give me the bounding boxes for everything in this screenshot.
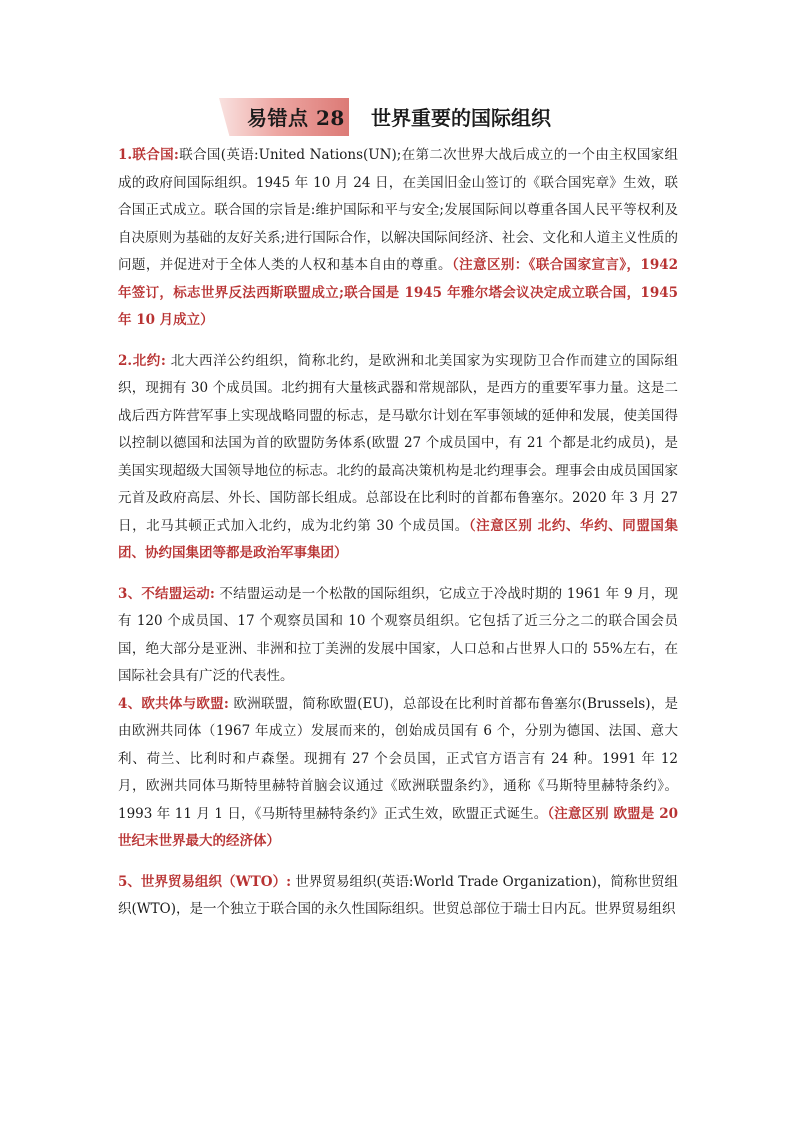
section-non-aligned <box>118 581 678 691</box>
section-un <box>118 142 678 335</box>
section-note: （注意区别：《联合国家宣言》，1942 年签订，标志世界反法西斯联盟成立;联合国是 1945 年雅尔塔会议决定成立联合国，1945 年 10 月成立） <box>118 257 678 328</box>
title-text: 世界重要的国际组织 <box>371 106 551 130</box>
page-title <box>0 98 794 136</box>
document-body <box>118 142 678 924</box>
section-heading: 5、世界贸易组织（WTO）: <box>118 873 292 890</box>
section-body: 不结盟运动是一个松散的国际组织，它成立于冷战时期的 1961 年 9 月，现有 120 个成员国、17 个观察员国和 10 个观察员组织。它包括了近三分之二的联合国会员国，绝大部分是亚洲、非洲和拉丁美洲的发展中国家，人口总和占世界人口的 55%左右，在国际社会具有广泛的代表性。 <box>118 585 678 684</box>
section-nato <box>118 348 678 568</box>
title-number: 易错点 28 <box>247 106 345 130</box>
section-heading: 2.北约: <box>118 352 166 369</box>
section-body: 联合国(英语:United Nations(UN);在第二次世界大战后成立的一个由主权国家组成的政府间国际组织。1945 年 10 月 24 日，在美国旧金山签订的《联合国宪章》生效，联合国正式成立。联合国的宗旨是:维护国际和平与安全;发展国际间以尊重各国人民平等权利及自决原则为基础的友好关系;进行国际合作，以解决国际间经济、社会、文化和人道主义性质的问题，并促进对于全体人类的人权和基本自由的尊重。 <box>118 147 678 273</box>
section-heading: 4、欧共体与欧盟: <box>118 695 229 712</box>
section-note: （注意区别 欧盟是 20 世纪末世界最大的经济体） <box>118 805 678 849</box>
paragraph-gap <box>118 335 678 348</box>
section-body: 北大西洋公约组织，简称北约，是欧洲和北美国家为实现防卫合作而建立的国际组织，现拥有 30 个成员国。北约拥有大量核武器和常规部队，是西方的重要军事力量。这是二战后西方阵营军事上实现战略同盟的标志，是马歇尔计划在军事领域的延伸和发展，使美国得以控制以德国和法国为首的欧盟防务体系(欧盟 27 个成员国中，有 21 个都是北约成员)，是美国实现超级大国领导地位的标志。北约的最高决策机构是北约理事会。理事会由成员国国家元首及政府高层、外长、国防部长组成。总部设在比利时的首都布鲁塞尔。2020 年 3 月 27 日，北马其顿正式加入北约，成为北约第 30 个成员国。 <box>118 352 679 534</box>
paragraph-gap <box>118 856 678 869</box>
section-eu <box>118 691 678 856</box>
section-note: （注意区别 北约、华约、同盟国集团、协约国集团等都是政治军事集团） <box>118 517 678 561</box>
section-body: 欧洲联盟，简称欧盟(EU)，总部设在比利时首都布鲁塞尔(Brussels)，是由欧洲共同体（1967 年成立）发展而来的，创始成员国有 6 个，分别为德国、法国、意大利、荷兰、比利时和卢森堡。现拥有 27 个会员国，正式官方语言有 24 种。1991 年 12 月，欧洲共同体马斯特里赫特首脑会议通过《欧洲联盟条约》，通称《马斯特里赫特条约》。1993 年 11 月 1 日，《马斯特里赫特条约》正式生效，欧盟正式诞生。 <box>118 695 678 822</box>
section-wto <box>118 869 678 924</box>
paragraph-gap <box>118 568 678 581</box>
section-heading: 3、不结盟运动: <box>118 585 215 602</box>
section-body: 世界贸易组织(英语:World Trade Organization)，简称世贸组织(WTO)，是一个独立于联合国的永久性国际组织。世贸总部位于瑞士日内瓦。世界贸易组织 <box>118 873 678 917</box>
section-heading: 1.联合国: <box>118 147 179 163</box>
